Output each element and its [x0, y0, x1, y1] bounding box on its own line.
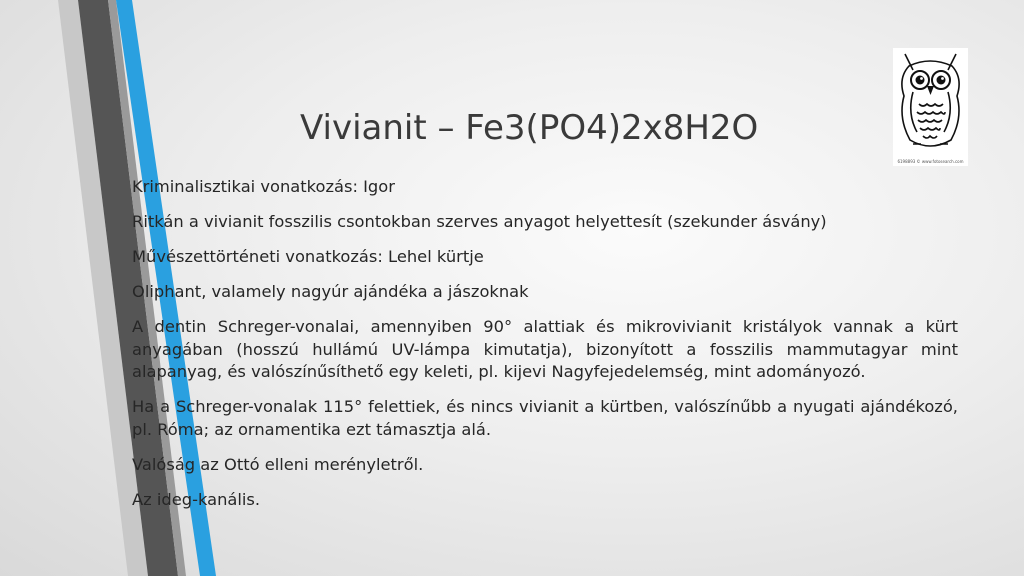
bullet-text: Művészettörténeti vonatkozás: Lehel kürtje [132, 247, 484, 266]
owl-caption: 6198893 © www.fotosearch.com [897, 159, 964, 164]
bullet-text: A dentin Schreger-vonalai, amennyiben 90° alattiak és mikrovivianit kristályok vannak a kürt anyagában (hosszú hullámú UV-lámpa kimutatja), bizonyított a fosszilis mammutagyar mint alapanyag, és valószínűsíthető egy keleti, pl. kijevi Nagyfejedelemség, mint adományozó. [132, 317, 958, 381]
bullet-text: Valóság az Ottó elleni merényletről. [132, 454, 424, 474]
bullet-text: Kriminalisztikai vonatkozás: Igor [132, 177, 395, 196]
slide-body [132, 176, 958, 524]
owl-image [893, 48, 968, 166]
bullet-text: Oliphant, valamely nagyúr ajándéka a jászoknak [132, 282, 529, 301]
bullet-text: Ritkán a vivianit fosszilis csontokban szerves anyagot helyettesít (szekunder ásvány) [132, 212, 827, 231]
bullet-text: Ha a Schreger-vonalak 115° felettiek, és nincs vivianit a kürtben, valószínűbb a nyugati ajándékozó, pl. Róma; az ornamentika ezt támasztja alá. [132, 397, 958, 439]
slide-title: Vivianit – Fe3(PO4)2x8H2O [300, 108, 759, 148]
owl-icon [893, 48, 968, 158]
bullet-text: Az ideg-kanális. [132, 489, 261, 509]
